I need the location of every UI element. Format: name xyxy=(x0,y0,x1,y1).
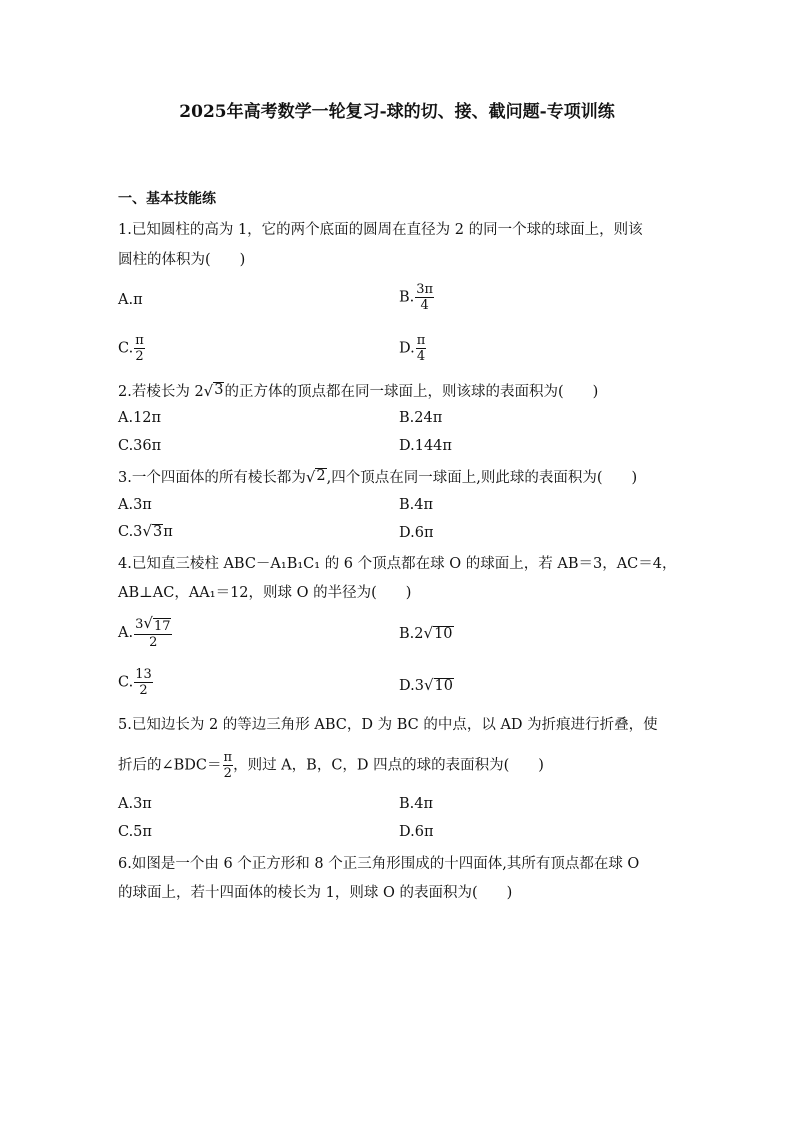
q4-option-a: A. 3 √ 17 2 xyxy=(118,614,171,650)
q1-option-a: A.π xyxy=(118,292,143,308)
q6-stem-line2: 的球面上，若十四面体的棱长为 1，则球 O 的表面积为( ) xyxy=(118,885,513,901)
q2-stem: 2.若棱长为 2 √ 3 的正方体的顶点都在同一球面上，则该球的表面积为( ) xyxy=(118,382,599,400)
section-heading: 一、基本技能练 xyxy=(118,191,216,207)
q5-option-a: A.3π xyxy=(118,796,152,812)
q4-option-b: B.2 √ 10 xyxy=(399,624,453,642)
q1-stem-line1: 1.已知圆柱的高为 1，它的两个底面的圆周在直径为 2 的同一个球的球面上，则该 xyxy=(118,222,643,238)
q5-option-d: D.6π xyxy=(399,824,434,840)
q3-option-b: B.4π xyxy=(399,497,434,513)
q2-option-d: D.144π xyxy=(399,438,452,454)
q5-option-c: C.5π xyxy=(118,824,152,840)
q3-option-c: C.3 √ 3 π xyxy=(118,522,173,540)
q2-option-b: B.24π xyxy=(399,410,443,426)
q1-option-b: B. $\frac{3\pi}{4}$ xyxy=(399,282,434,313)
page-title: 2025年高考数学一轮复习-球的切、接、截问题-专项训练 xyxy=(179,102,615,122)
q5-option-b: B.4π xyxy=(399,796,434,812)
q5-stem-line1: 5.已知边长为 2 的等边三角形 ABC，D 为 BC 的中点，以 AD 为折痕进行折叠，使 xyxy=(118,717,658,733)
q4-option-c: C. $\frac{13}{2}$ xyxy=(118,667,152,698)
q4-stem-line2: AB⊥AC，AA₁＝12，则球 O 的半径为( ) xyxy=(118,585,412,601)
q2-option-a: A.12π xyxy=(118,410,162,426)
q6-stem-line1: 6.如图是一个由 6 个正方形和 8 个正三角形围成的十四面体,其所有顶点都在球 O xyxy=(118,856,640,872)
q3-option-d: D.6π xyxy=(399,525,434,541)
q4-option-d: D.3 √ 10 xyxy=(399,676,453,694)
q2-option-c: C.36π xyxy=(118,438,162,454)
q1-stem-line2: 圆柱的体积为( ) xyxy=(118,252,246,268)
q4-stem-line1: 4.已知直三棱柱 ABC－A₁B₁C₁ 的 6 个顶点都在球 O 的球面上，若 AB＝3，AC＝4， xyxy=(118,556,677,572)
q3-stem: 3.一个四面体的所有棱长都为 √ 2 ,四个顶点在同一球面上,则此球的表面积为( ) xyxy=(118,468,638,486)
q1-option-c: C. $\frac{\pi}{2}$ xyxy=(118,333,144,364)
q5-stem-line2: 折后的∠BDC＝ $\frac{\pi}{2}$ ，则过 A，B，C，D 四点的球的表面积为( ) xyxy=(118,750,544,781)
q1-option-d: D. $\frac{\pi}{4}$ xyxy=(399,333,426,364)
q3-option-a: A.3π xyxy=(118,497,152,513)
